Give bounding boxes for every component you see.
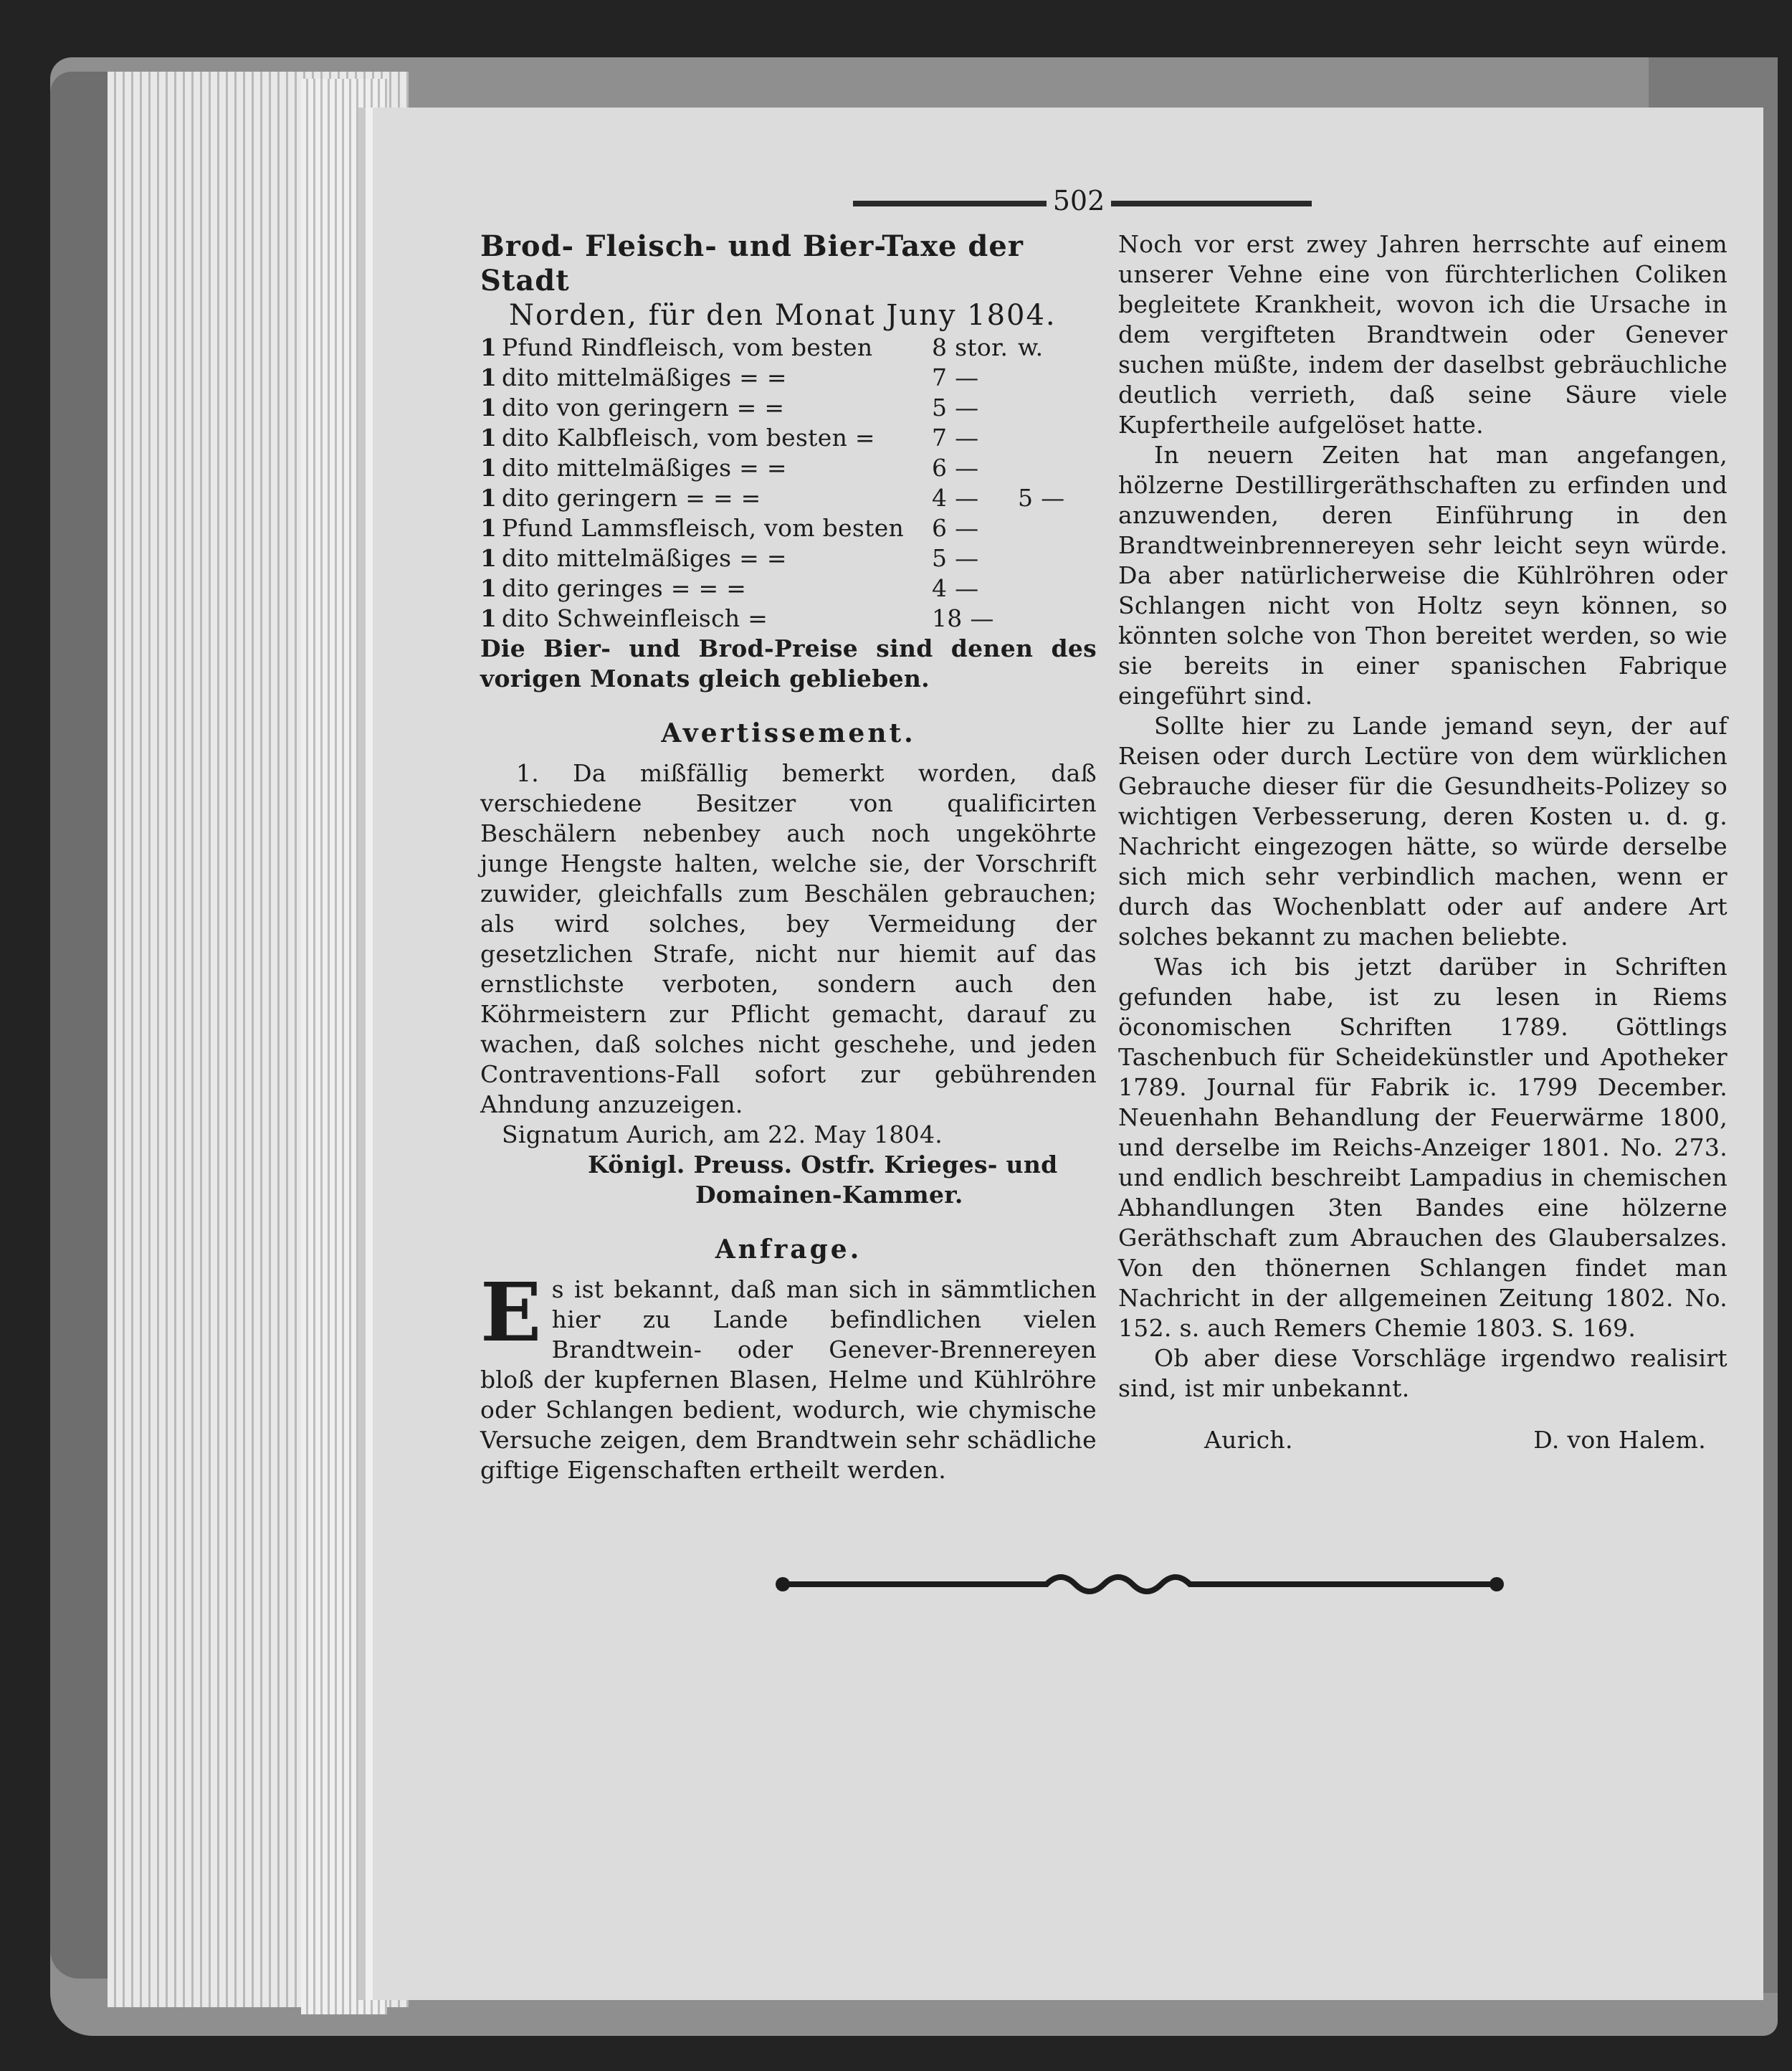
price: 6 — bbox=[932, 454, 979, 482]
extra bbox=[1018, 453, 1090, 483]
authority-line-1: Königl. Preuss. Ostfr. Krieges- und bbox=[588, 1151, 1058, 1179]
item: dito geringes = = = bbox=[502, 574, 747, 602]
table-row bbox=[480, 513, 1097, 543]
book-board-edge bbox=[50, 72, 115, 1979]
qty: 1 bbox=[480, 363, 497, 391]
ornament-dot-left bbox=[776, 1577, 790, 1591]
price: 4 — bbox=[932, 484, 979, 512]
item: Pfund Rindfleisch, vom besten bbox=[502, 333, 873, 361]
table-row bbox=[480, 483, 1097, 513]
paragraph-2: In neuern Zeiten hat man angefangen, hölzerne Destillirgeräthschaften zu erfinden und anzuwenden, deren Einführung in den Brandtweinbrennereyen sehr leicht seyn würde. Da aber natürlicherweise die Kühlröhren oder Schlangen nicht von Holtz seyn können, so könnten solche von Thon bereitet werden, so wie sie bereits in einer spanischen Fabrique eingeführt sind. bbox=[1118, 441, 1727, 710]
tax-table bbox=[480, 333, 1097, 634]
qty: 1 bbox=[480, 394, 497, 422]
table-row bbox=[480, 423, 1097, 453]
price: 18 — bbox=[932, 604, 994, 632]
item: dito geringern = = = bbox=[502, 484, 761, 512]
qty: 1 bbox=[480, 333, 497, 361]
extra bbox=[1018, 393, 1090, 423]
table-row bbox=[480, 363, 1097, 393]
price: 7 — bbox=[932, 424, 979, 452]
table-row bbox=[480, 453, 1097, 483]
anfrage-heading: Anfrage. bbox=[715, 1234, 862, 1265]
extra bbox=[1018, 604, 1090, 634]
extra bbox=[1018, 573, 1090, 604]
signatum: Signatum Aurich, am 22. May 1804. bbox=[502, 1120, 943, 1148]
right-column bbox=[1118, 229, 1727, 1455]
extra bbox=[1018, 513, 1090, 543]
signoff bbox=[1118, 1425, 1727, 1455]
item: dito Kalbfleisch, vom besten = bbox=[502, 424, 875, 452]
qty: 1 bbox=[480, 574, 497, 602]
avertissement-text: 1. Da mißfällig bemerkt worden, daß verschiedene Besitzer von qualificirten Beschälern nebenbey auch noch ungeköhrte junge Hengste halten, welche sie, der Vorschrift zuwider, gleichfalls zum Beschälen gebrauchen; als wird solches, bey Vermeidung der gesetzlichen Strafe, nicht nur hiemit auf das ernstlichste verboten, sondern auch den Köhrmeistern zur Pflicht gemacht, darauf zu wachen, daß solches nicht geschehe, und jeden Contraventions-Fall sofort zur gebührenden Ahndung anzuzeigen. bbox=[480, 759, 1097, 1118]
table-row bbox=[480, 333, 1097, 363]
price: 8 stor. bbox=[932, 333, 1009, 361]
page-header bbox=[853, 186, 1312, 215]
ornament-line bbox=[781, 1577, 1498, 1591]
table-row bbox=[480, 393, 1097, 423]
qty: 1 bbox=[480, 424, 497, 452]
header-rule-left bbox=[853, 201, 1047, 206]
item: dito von geringern = = bbox=[502, 394, 785, 422]
paragraph-4: Was ich bis jetzt darüber in Schriften gefunden habe, ist zu lesen in Riems öconomischen Schriften 1789. Göttlings Taschenbuch für Scheidekünstler und Apotheker 1789. Journal für Fabrik ic. 1799 December. Neuenhahn Behandlung der Feuerwärme 1800, und derselbe im Reichs-Anzeiger 1801. No. 273. und endlich beschreibt Lampadius in chemischen Abhandlungen 3ten Bandes eine hölzerne Geräthschaft zum Abrauchen des Glaubersalzes. Von den thönernen Schlangen findet man Nachricht in der allgemeinen Zeitung 1802. No. 152. s. auch Remers Chemie 1803. S. 169. bbox=[1118, 953, 1727, 1342]
extra bbox=[1018, 363, 1090, 393]
price: 5 — bbox=[932, 394, 979, 422]
paragraph-3: Sollte hier zu Lande jemand seyn, der auf Reisen oder durch Lectüre von dem würklichen Gebrauche dieser für die Gesundheits-Polizey so wichtigen Verbesserung, deren Kosten u. d. g. Nachricht eingezogen hätte, so würde derselbe sich mich sehr verbindlich machen, wenn er durch das Wochenblatt oder auf andere Art solches bekannt zu machen beliebte. bbox=[1118, 712, 1727, 951]
extra: w. bbox=[1018, 333, 1044, 361]
table-row bbox=[480, 543, 1097, 573]
item: dito mittelmäßiges = = bbox=[502, 544, 787, 572]
drop-cap: E bbox=[480, 1266, 542, 1360]
extra bbox=[1018, 423, 1090, 453]
paragraph-5: Ob aber diese Vorschläge irgendwo realisirt sind, ist mir unbekannt. bbox=[1118, 1344, 1727, 1402]
signoff-name: D. von Halem. bbox=[1533, 1426, 1706, 1454]
qty: 1 bbox=[480, 454, 497, 482]
item: Pfund Lammsfleisch, vom besten bbox=[502, 514, 905, 542]
qty: 1 bbox=[480, 514, 497, 542]
extra bbox=[1018, 543, 1090, 573]
qty: 1 bbox=[480, 484, 497, 512]
page-number: 502 bbox=[1052, 185, 1105, 216]
price: 7 — bbox=[932, 363, 979, 391]
table-row bbox=[480, 604, 1097, 634]
left-column bbox=[480, 229, 1097, 1485]
item: dito mittelmäßiges = = bbox=[502, 454, 787, 482]
anfrage-paragraph bbox=[480, 1266, 1097, 1485]
header-rule-right bbox=[1111, 201, 1312, 206]
paragraph-1: Noch vor erst zwey Jahren herrschte auf einem unserer Vehne eine von fürchterlichen Coliken begleitete Krankheit, wovon ich die Ursache in dem vergifteten Brandtwein oder Genever suchen müßte, indem der daselbst gebräuchliche deutlich verrieth, daß seine Säure viele Kupfertheile aufgelöset hatte. bbox=[1118, 230, 1727, 439]
tax-subtitle: Norden, für den Monat Juny 1804. bbox=[509, 299, 1057, 332]
tax-note: Die Bier- und Brod-Preise sind denen des vorigen Monats gleich geblieben. bbox=[480, 634, 1097, 692]
signoff-place: Aurich. bbox=[1204, 1426, 1293, 1454]
item: dito mittelmäßiges = = bbox=[502, 363, 787, 391]
item: dito Schweinfleisch = bbox=[502, 604, 768, 632]
qty: 1 bbox=[480, 544, 497, 572]
ornament-dot-right bbox=[1490, 1577, 1504, 1591]
table-row bbox=[480, 573, 1097, 604]
extra: 5 — bbox=[1018, 484, 1065, 512]
avertissement-heading: Avertissement. bbox=[661, 718, 916, 748]
price: 4 — bbox=[932, 574, 979, 602]
qty: 1 bbox=[480, 604, 497, 632]
authority-line-2: Domainen-Kammer. bbox=[695, 1181, 963, 1209]
tax-title: Brod- Fleisch- und Bier-Taxe der Stadt bbox=[480, 229, 1024, 297]
ornamental-rule bbox=[774, 1563, 1505, 1606]
anfrage-text: s ist bekannt, daß man sich in sämmtlichen hier zu Lande befindlichen vielen Brandtwein- oder Genever-Brennereyen bloß der kupfernen Blasen, Helme und Kühlröhre oder Schlangen bedient, wodurch, wie chymische Versuche zeigen, dem Brandtwein sehr schädliche giftige Eigenschaften ertheilt werden. bbox=[480, 1275, 1097, 1484]
price: 5 — bbox=[932, 544, 979, 572]
price: 6 — bbox=[932, 514, 979, 542]
